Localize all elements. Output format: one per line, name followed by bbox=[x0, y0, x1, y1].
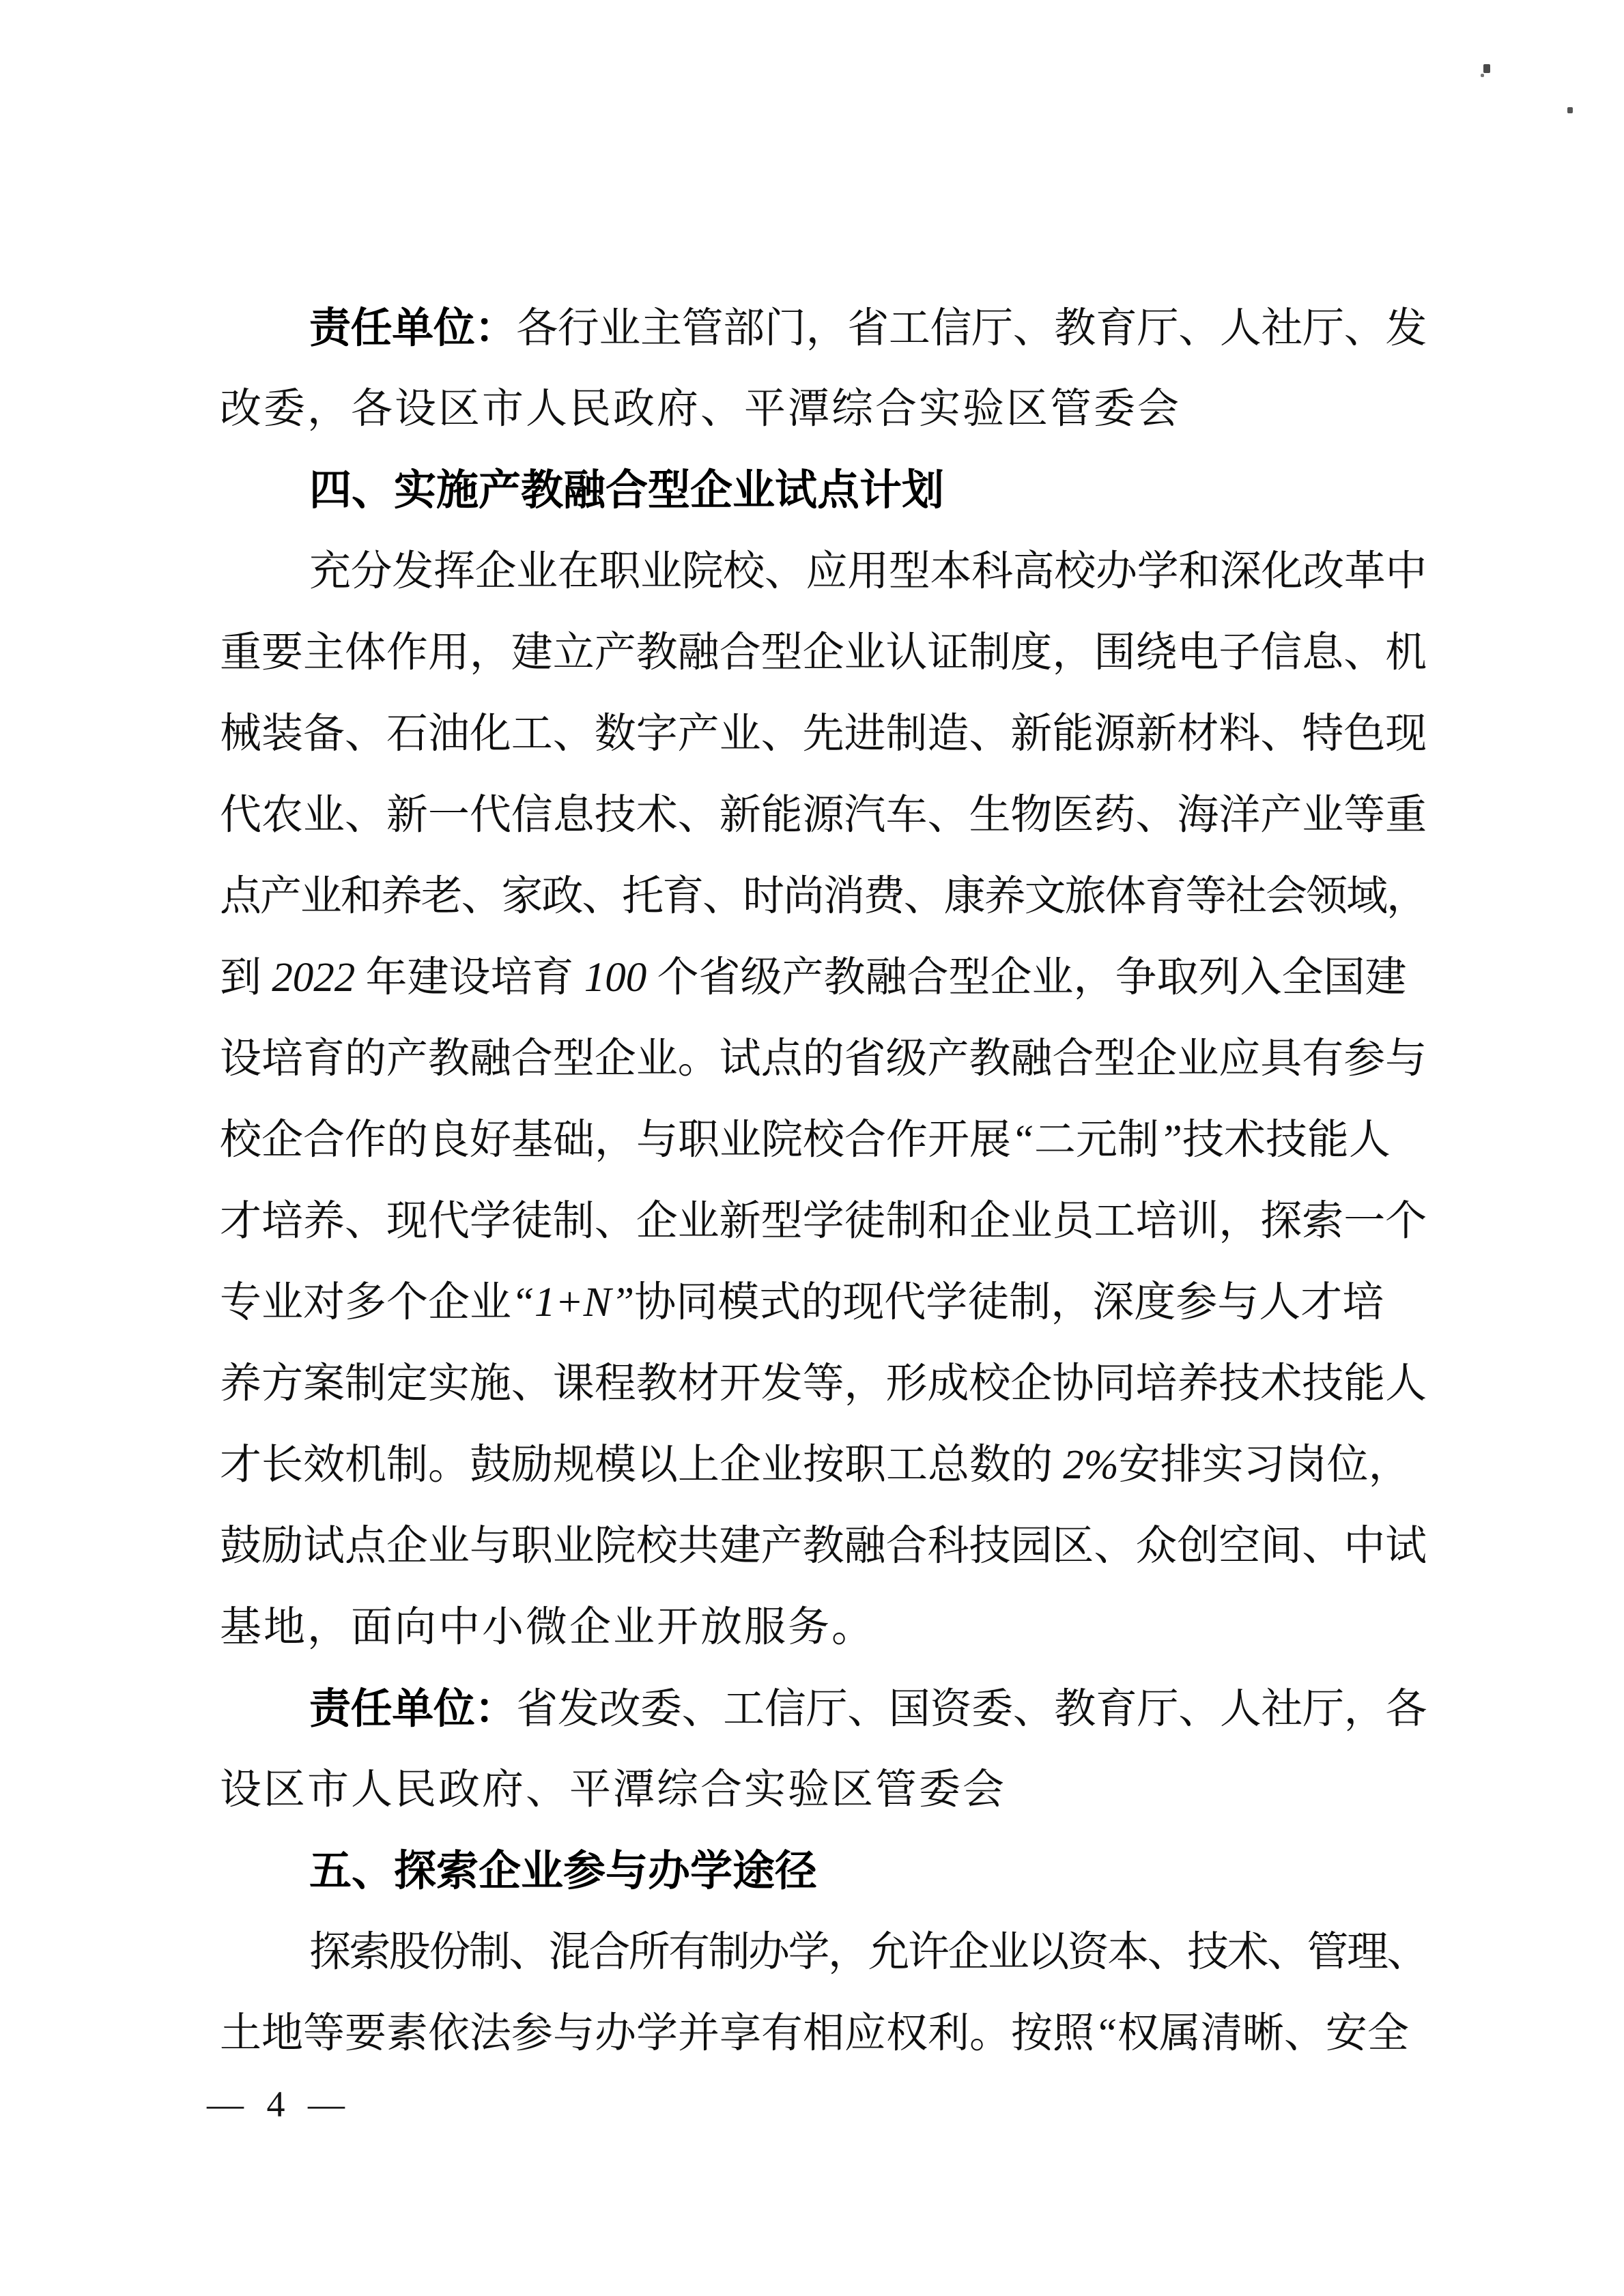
page-number: — 4 — bbox=[207, 2084, 352, 2125]
text-line: 养方案制定实施、课程教材开发等，形成校企协同培养技术技能人 bbox=[220, 1361, 1427, 1407]
text-line: 改委，各设区市人民政府、平潭综合实验区管委会 bbox=[220, 386, 1182, 432]
line-text: 各行业主管部门，省工信厅、教育厅、人社厅、发 bbox=[516, 306, 1427, 351]
section-heading: 五、探索企业参与办学途径 bbox=[309, 1848, 818, 1895]
text-line: 代农业、新一代信息技术、新能源汽车、生物医药、海洋产业等重 bbox=[220, 792, 1427, 838]
text-line: 鼓励试点企业与职业院校共建产教融合科技园区、众创空间、中试 bbox=[220, 1523, 1427, 1569]
responsibility-line bbox=[220, 287, 1427, 369]
text-line: 基地，面向中小微企业开放服务。 bbox=[220, 1605, 876, 1650]
section-heading: 四、实施产教融合型企业试点计划 bbox=[309, 467, 945, 514]
text-line: 校企合作的良好基础，与职业院校合作开展“二元制”技术技能人 bbox=[220, 1117, 1391, 1163]
text-line: 充分发挥企业在职业院校、应用型本科高校办学和深化改革中 bbox=[309, 549, 1427, 594]
text-line: 重要主体作用，建立产教融合型企业认证制度，围绕电子信息、机 bbox=[220, 630, 1427, 676]
scan-speck bbox=[1481, 74, 1484, 77]
line-text: 省发改委、工信厅、国资委、教育厅、人社厅，各 bbox=[516, 1687, 1427, 1732]
document-content bbox=[220, 287, 1427, 2074]
scan-speck bbox=[1567, 107, 1573, 113]
text-line: 探索股份制、混合所有制办学，允许企业以资本、技术、管理、 bbox=[309, 1929, 1427, 1975]
scan-speck bbox=[1483, 64, 1490, 73]
text-line: 点产业和养老、家政、托育、时尚消费、康养文旅体育等社会领域， bbox=[220, 874, 1427, 919]
responsibility-label: 责任单位： bbox=[309, 1685, 517, 1732]
text-line: 到 2022 年建设培育 100 个省级产教融合型企业，争取列入全国建 bbox=[220, 955, 1407, 1001]
text-line: 设培育的产教融合型企业。试点的省级产教融合型企业应具有参与 bbox=[220, 1036, 1427, 1082]
text-line: 才长效机制。鼓励规模以上企业按职工总数的 2%安排实习岗位， bbox=[220, 1442, 1410, 1488]
responsibility-label: 责任单位： bbox=[309, 304, 517, 351]
text-line: 械装备、石油化工、数字产业、先进制造、新能源新材料、特色现 bbox=[220, 711, 1427, 757]
text-line: 土地等要素依法参与办学并享有相应权利。按照“权属清晰、安全 bbox=[220, 2011, 1409, 2056]
text-line: 专业对多个企业“1+N”协同模式的现代学徒制，深度参与人才培 bbox=[220, 1280, 1384, 1325]
text-line: 才培养、现代学徒制、企业新型学徒制和企业员工培训，探索一个 bbox=[220, 1199, 1427, 1244]
responsibility-line bbox=[220, 1668, 1427, 1749]
text-line: 设区市人民政府、平潭综合实验区管委会 bbox=[220, 1767, 1007, 1813]
